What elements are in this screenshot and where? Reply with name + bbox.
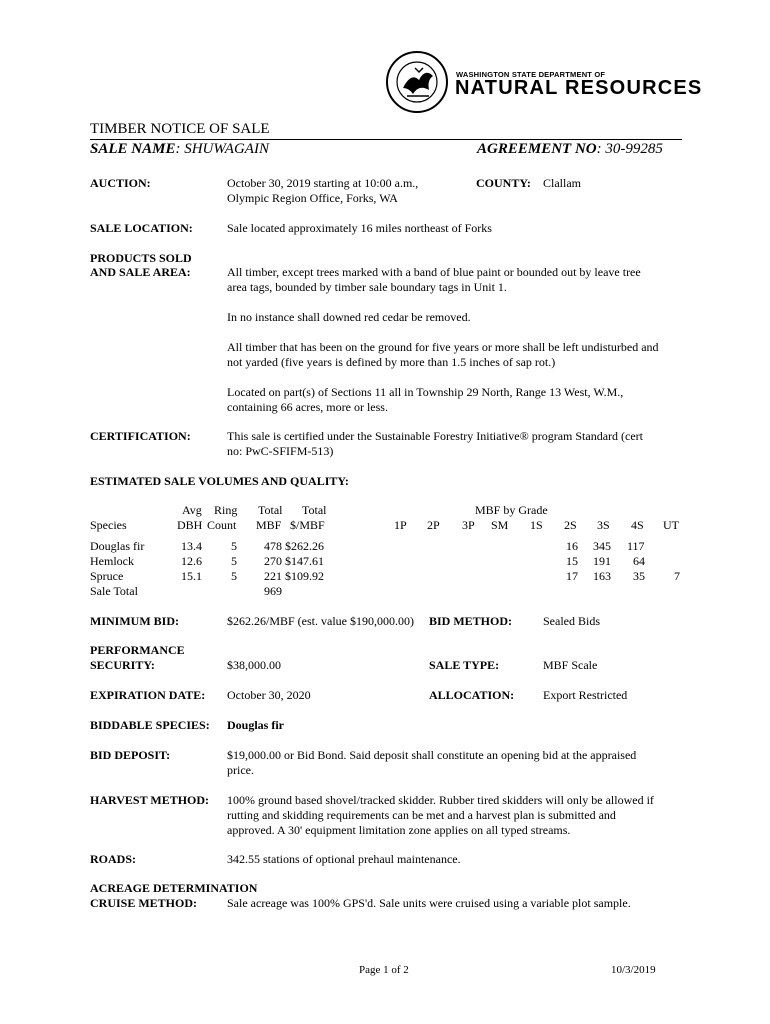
row-mbf: 478 (264, 539, 282, 553)
products-p3-line-1: All timber that has been on the ground for five years or more shall be left undisturbed and (227, 340, 659, 354)
agreement-value: : 30-99285 (596, 141, 663, 157)
sale-type-label: SALE TYPE: (429, 658, 500, 672)
sale-name-value: : SHUWAGAIN (175, 141, 269, 157)
certification-line-2: no: PwC-SFIFM-513) (227, 444, 334, 458)
bid-deposit-line-2: price. (227, 763, 254, 777)
products-p4-line-1: Located on part(s) of Sections 11 all in Township 29 North, Range 13 West, W.M., (227, 385, 624, 399)
row-species: Douglas fir (90, 539, 145, 553)
biddable-species-label: BIDDABLE SPECIES: (90, 718, 210, 732)
hdr-grade-3p: 3P (462, 518, 475, 532)
row-mbf: 270 (264, 554, 282, 568)
products-p1-line-1: All timber, except trees marked with a band of blue paint or bounded out by leave tree (227, 265, 641, 279)
bid-deposit-label: BID DEPOSIT: (90, 748, 171, 762)
roads-label: ROADS: (90, 852, 137, 866)
row-species: Hemlock (90, 554, 134, 568)
hdr-per-mbf: $/MBF (290, 518, 325, 532)
row-grade-4s: 117 (627, 539, 645, 553)
sale-type-value: MBF Scale (543, 658, 598, 672)
row-grade-2s: 16 (566, 539, 578, 553)
minimum-bid-label: MINIMUM BID: (90, 614, 179, 628)
hdr-mbf: MBF (256, 518, 282, 532)
row-grade-4s: 35 (633, 569, 645, 583)
row-price: $262.26 (285, 539, 324, 553)
row-ring: 5 (231, 554, 237, 568)
allocation-value: Export Restricted (543, 688, 628, 702)
row-price: $109.92 (285, 569, 324, 583)
products-label-1: PRODUCTS SOLD (90, 251, 192, 265)
allocation-label: ALLOCATION: (429, 688, 515, 702)
harvest-line-3: approved. A 30' equipment limitation zone applies on all typed streams. (227, 823, 571, 837)
row-species: Spruce (90, 569, 124, 583)
agreement-number (477, 141, 663, 158)
hdr-avg: Avg (182, 503, 202, 517)
products-p2: In no instance shall downed red cedar be removed. (227, 310, 471, 324)
auction-line-1: October 30, 2019 starting at 10:00 a.m., (227, 176, 419, 190)
row-grade-3s: 191 (593, 554, 611, 568)
agency-title: NATURAL RESOURCES (455, 77, 703, 99)
sale-total-mbf: 969 (264, 584, 282, 598)
hdr-total-1: Total (258, 503, 283, 517)
hdr-grade-4s: 4S (631, 518, 644, 532)
row-grade-3s: 345 (593, 539, 611, 553)
row-grade-3s: 163 (593, 569, 611, 583)
performance-label-2: SECURITY: (90, 658, 155, 672)
products-p3-line-2: not yarded (five years is defined by more than 1.5 inches of sap rot.) (227, 355, 556, 369)
sale-location-value: Sale located approximately 16 miles northeast of Forks (227, 221, 492, 235)
sale-location-label: SALE LOCATION: (90, 221, 193, 235)
county-value: Clallam (543, 176, 581, 190)
harvest-method-label: HARVEST METHOD: (90, 793, 210, 807)
certification-label: CERTIFICATION: (90, 429, 191, 443)
agency-subtitle: WASHINGTON STATE DEPARTMENT OF (456, 70, 606, 79)
expiration-value: October 30, 2020 (227, 688, 311, 702)
biddable-species-value: Douglas fir (227, 718, 284, 732)
expiration-label: EXPIRATION DATE: (90, 688, 206, 702)
hdr-grade-1p: 1P (394, 518, 407, 532)
hdr-total-2: Total (302, 503, 327, 517)
agreement-label: AGREEMENT NO (477, 141, 597, 157)
auction-label: AUCTION: (90, 176, 151, 190)
hdr-count: Count (207, 518, 237, 532)
row-ring: 5 (231, 539, 237, 553)
performance-value: $38,000.00 (227, 658, 281, 672)
row-grade-4s: 64 (633, 554, 645, 568)
sale-name (90, 141, 269, 158)
certification-line-1: This sale is certified under the Sustainable Forestry Initiative® program Standard (cert (227, 429, 643, 443)
row-ring: 5 (231, 569, 237, 583)
minimum-bid-value: $262.26/MBF (est. value $190,000.00) (227, 614, 414, 628)
row-grade-ut: 7 (674, 569, 680, 583)
row-dbh: 15.1 (181, 569, 202, 583)
products-p4-line-2: containing 66 acres, more or less. (227, 400, 388, 414)
products-label-2: AND SALE AREA: (90, 265, 191, 279)
row-dbh: 13.4 (181, 539, 202, 553)
row-mbf: 221 (264, 569, 282, 583)
document-title: TIMBER NOTICE OF SALE (90, 121, 270, 137)
title-divider (90, 139, 682, 140)
sale-total-label: Sale Total (90, 584, 138, 598)
county-label: COUNTY: (476, 176, 531, 190)
dnr-seal-logo (385, 50, 449, 114)
hdr-grade-3s: 3S (597, 518, 610, 532)
hdr-dbh: DBH (177, 518, 203, 532)
volumes-table (90, 500, 690, 605)
row-grade-2s: 17 (566, 569, 578, 583)
volumes-heading: ESTIMATED SALE VOLUMES AND QUALITY: (90, 474, 349, 488)
footer-date: 10/3/2019 (611, 964, 656, 976)
roads-value: 342.55 stations of optional prehaul maintenance. (227, 852, 461, 866)
hdr-grade-1s: 1S (530, 518, 543, 532)
hdr-ring: Ring (214, 503, 238, 517)
bid-method-label: BID METHOD: (429, 614, 513, 628)
harvest-line-2: rutting and skidding requirements can be met and a harvest plan is submitted and (227, 808, 616, 822)
bid-deposit-line-1: $19,000.00 or Bid Bond. Said deposit shall constitute an opening bid at the appraised (227, 748, 637, 762)
performance-label-1: PERFORMANCE (90, 643, 185, 657)
auction-line-2: Olympic Region Office, Forks, WA (227, 191, 398, 205)
harvest-line-1: 100% ground based shovel/tracked skidder. Rubber tired skidders will only be allowed if (227, 793, 654, 807)
hdr-grade-2s: 2S (564, 518, 577, 532)
row-grade-2s: 15 (566, 554, 578, 568)
cruise-method-label: CRUISE METHOD: (90, 896, 198, 910)
hdr-mbf-by-grade: MBF by Grade (475, 503, 548, 517)
acreage-label: ACREAGE DETERMINATION (90, 881, 258, 895)
page-number: Page 1 of 2 (359, 964, 409, 976)
hdr-grade-sm: SM (491, 518, 509, 532)
row-price: $147.61 (285, 554, 324, 568)
hdr-grade-ut: UT (663, 518, 679, 532)
row-dbh: 12.6 (181, 554, 202, 568)
hdr-species: Species (90, 518, 127, 532)
products-p1-line-2: area tags, bounded by timber sale boundary tags in Unit 1. (227, 280, 507, 294)
bid-method-value: Sealed Bids (543, 614, 600, 628)
sale-name-label: SALE NAME (90, 141, 176, 157)
cruise-method-value: Sale acreage was 100% GPS'd. Sale units were cruised using a variable plot sample. (227, 896, 631, 910)
hdr-grade-2p: 2P (427, 518, 440, 532)
